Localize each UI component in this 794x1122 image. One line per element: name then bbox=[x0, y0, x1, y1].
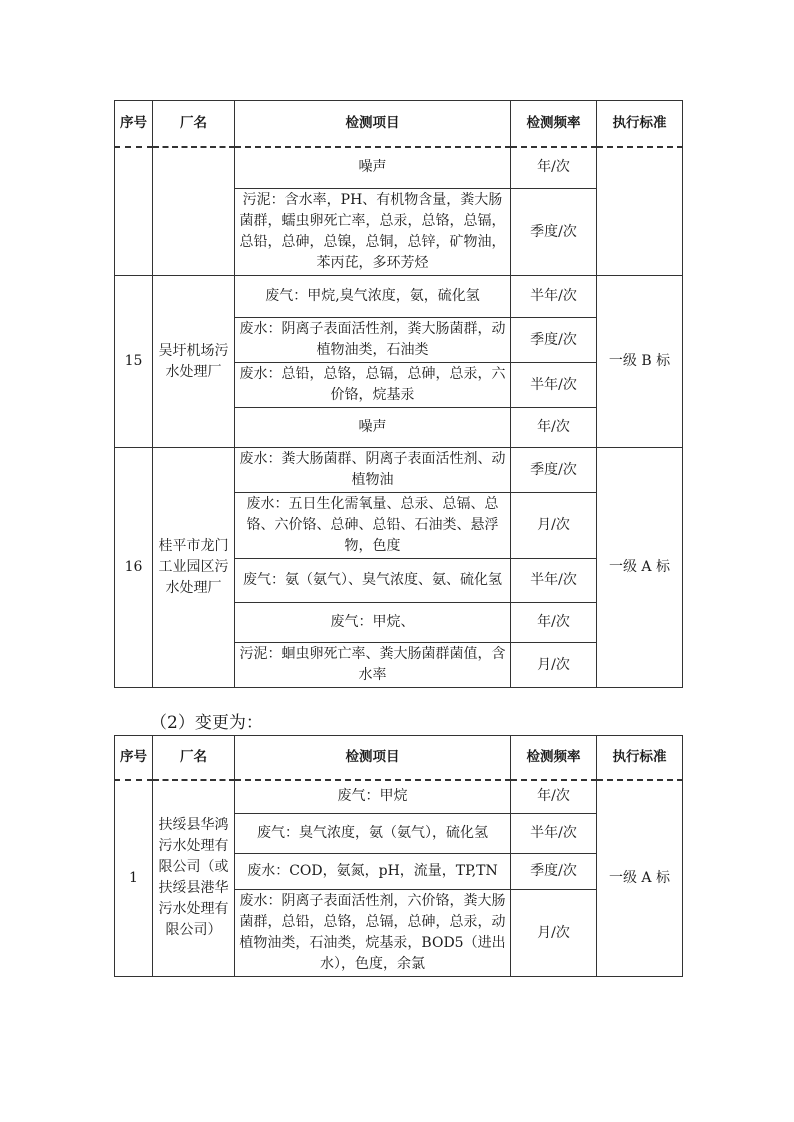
seq-cell: 16 bbox=[115, 448, 153, 688]
table-row bbox=[115, 780, 683, 814]
item-cell: 废水：COD，氨氮，pH，流量，TP,TN bbox=[235, 854, 511, 890]
item-cell: 污泥：蛔虫卵死亡率、粪大肠菌群菌值，含水率 bbox=[235, 643, 511, 688]
freq-cell: 半年/次 bbox=[511, 276, 597, 318]
table-row bbox=[115, 448, 683, 493]
plant-name-cell: 吴圩机场污水处理厂 bbox=[153, 276, 235, 448]
header-std: 执行标准 bbox=[597, 101, 683, 147]
plant-name-cell: 扶绥县华鸿污水处理有限公司（或扶绥县港华污水处理有限公司） bbox=[153, 780, 235, 977]
item-cell: 噪声 bbox=[235, 408, 511, 448]
item-cell: 废气：甲烷、 bbox=[235, 603, 511, 643]
change-heading: （2）变更为： bbox=[150, 713, 263, 733]
table-row bbox=[115, 147, 683, 189]
item-cell: 废水：阴离子表面活性剂，粪大肠菌群，动植物油类，石油类 bbox=[235, 318, 511, 363]
freq-cell: 年/次 bbox=[511, 408, 597, 448]
table-header-row bbox=[115, 101, 683, 147]
seq-cell-empty bbox=[115, 147, 153, 276]
header-items: 检测项目 bbox=[235, 101, 511, 147]
freq-cell: 年/次 bbox=[511, 147, 597, 189]
freq-cell: 季度/次 bbox=[511, 318, 597, 363]
freq-cell: 月/次 bbox=[511, 643, 597, 688]
header-freq: 检测频率 bbox=[511, 736, 597, 780]
freq-cell: 月/次 bbox=[511, 890, 597, 977]
freq-cell: 年/次 bbox=[511, 603, 597, 643]
header-seq: 序号 bbox=[115, 736, 153, 780]
item-cell: 废水：阴离子表面活性剂，六价铬，粪大肠菌群，总铅，总铬，总镉，总砷，总汞，动植物油类，石油类，烷基汞，BOD5（进出水），色度，余氯 bbox=[235, 890, 511, 977]
freq-cell: 半年/次 bbox=[511, 363, 597, 408]
header-std: 执行标准 bbox=[597, 736, 683, 780]
item-cell: 污泥：含水率，PH、有机物含量，粪大肠菌群，蠕虫卵死亡率，总汞，总铬，总镉，总铅，总砷，总镍，总铜，总锌，矿物油，苯丙芘，多环芳烃 bbox=[235, 189, 511, 276]
std-cell: 一级 A 标 bbox=[597, 780, 683, 977]
header-freq: 检测频率 bbox=[511, 101, 597, 147]
item-cell: 噪声 bbox=[235, 147, 511, 189]
monitoring-table-original bbox=[114, 100, 683, 688]
seq-cell: 1 bbox=[115, 780, 153, 977]
freq-cell: 半年/次 bbox=[511, 814, 597, 854]
freq-cell: 季度/次 bbox=[511, 854, 597, 890]
plant-name-cell: 桂平市龙门工业园区污水处理厂 bbox=[153, 448, 235, 688]
item-cell: 废气：氨（氨气）、臭气浓度、氨、硫化氢 bbox=[235, 559, 511, 603]
header-seq: 序号 bbox=[115, 101, 153, 147]
item-cell: 废水：粪大肠菌群、阴离子表面活性剂、动植物油 bbox=[235, 448, 511, 493]
freq-cell: 季度/次 bbox=[511, 189, 597, 276]
item-cell: 废气：臭气浓度，氨（氨气），硫化氢 bbox=[235, 814, 511, 854]
table-header-row bbox=[115, 736, 683, 780]
name-cell-empty bbox=[153, 147, 235, 276]
monitoring-table-changed bbox=[114, 735, 683, 977]
item-cell: 废气：甲烷,臭气浓度，氨，硫化氢 bbox=[235, 276, 511, 318]
freq-cell: 季度/次 bbox=[511, 448, 597, 493]
header-name: 厂名 bbox=[153, 736, 235, 780]
freq-cell: 月/次 bbox=[511, 493, 597, 559]
std-cell-empty bbox=[597, 147, 683, 276]
item-cell: 废气：甲烷 bbox=[235, 780, 511, 814]
item-cell: 废水：五日生化需氧量、总汞、总镉、总铬、六价铬、总砷、总铅、石油类、悬浮物，色度 bbox=[235, 493, 511, 559]
std-cell: 一级 A 标 bbox=[597, 448, 683, 688]
item-cell: 废水：总铅，总铬，总镉，总砷，总汞，六价铬，烷基汞 bbox=[235, 363, 511, 408]
header-items: 检测项目 bbox=[235, 736, 511, 780]
seq-cell: 15 bbox=[115, 276, 153, 448]
std-cell: 一级 B 标 bbox=[597, 276, 683, 448]
header-name: 厂名 bbox=[153, 101, 235, 147]
freq-cell: 半年/次 bbox=[511, 559, 597, 603]
freq-cell: 年/次 bbox=[511, 780, 597, 814]
table-row bbox=[115, 276, 683, 318]
